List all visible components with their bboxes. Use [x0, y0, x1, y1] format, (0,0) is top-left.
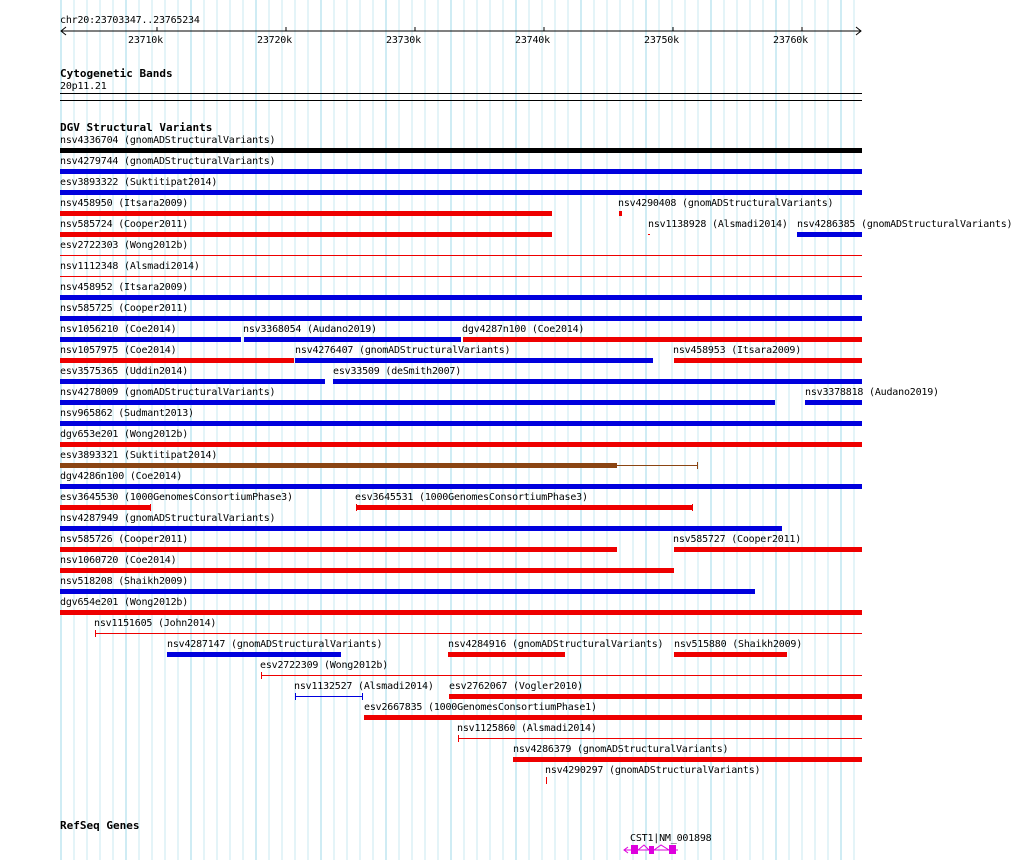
- feature-label[interactable]: nsv1151605 (John2014): [94, 618, 217, 629]
- feature-bar[interactable]: [167, 652, 341, 657]
- feature-bar[interactable]: [356, 504, 693, 511]
- feature-label[interactable]: nsv3368054 (Audano2019): [243, 324, 377, 335]
- ruler-tick-label: 23760k: [773, 35, 808, 46]
- feature-bar[interactable]: [60, 316, 862, 321]
- feature-bar[interactable]: [60, 232, 552, 237]
- feature-label[interactable]: esv33509 (deSmith2007): [333, 366, 462, 377]
- feature-bar[interactable]: [60, 169, 862, 174]
- feature-bar[interactable]: [805, 400, 862, 405]
- gene-exon: [631, 845, 638, 854]
- dgv-track-title: DGV Structural Variants: [60, 121, 213, 134]
- feature-bar[interactable]: [60, 484, 862, 489]
- feature-bar[interactable]: [60, 463, 617, 468]
- feature-bar[interactable]: [60, 547, 617, 552]
- feature-label[interactable]: nsv515880 (Shaikh2009): [674, 639, 803, 650]
- feature-bar[interactable]: [60, 421, 862, 426]
- feature-bar-extension[interactable]: [617, 462, 698, 469]
- feature-label[interactable]: dgv653e201 (Wong2012b): [60, 429, 189, 440]
- gene-intron-hat: [638, 845, 649, 850]
- feature-thin-segment: [356, 507, 362, 508]
- feature-bar[interactable]: [295, 693, 363, 700]
- cytoband-label: 20p11.21: [60, 81, 107, 92]
- feature-label[interactable]: nsv4279744 (gnomADStructuralVariants): [60, 156, 276, 167]
- feature-bar[interactable]: [458, 735, 862, 742]
- feature-bar[interactable]: [60, 211, 552, 216]
- cytoband-track-title: Cytogenetic Bands: [60, 67, 173, 80]
- feature-bar[interactable]: [60, 589, 755, 594]
- feature-label[interactable]: nsv4284916 (gnomADStructuralVariants): [448, 639, 664, 650]
- ruler-tick-label: 23710k: [128, 35, 163, 46]
- feature-label[interactable]: dgv4287n100 (Coe2014): [462, 324, 585, 335]
- ruler-tick-label: 23750k: [644, 35, 679, 46]
- feature-bar[interactable]: [674, 358, 862, 363]
- feature-label[interactable]: nsv585727 (Cooper2011): [673, 534, 802, 545]
- gene-exon: [669, 845, 676, 854]
- feature-label[interactable]: nsv4287949 (gnomADStructuralVariants): [60, 513, 276, 524]
- feature-label[interactable]: nsv1056210 (Coe2014): [60, 324, 177, 335]
- feature-label[interactable]: nsv518208 (Shaikh2009): [60, 576, 189, 587]
- feature-bar[interactable]: [60, 255, 862, 256]
- feature-label[interactable]: dgv654e201 (Wong2012b): [60, 597, 189, 608]
- feature-thin-segment: [686, 507, 692, 508]
- feature-label[interactable]: nsv4290297 (gnomADStructuralVariants): [545, 765, 761, 776]
- feature-bar[interactable]: [60, 400, 775, 405]
- feature-bar[interactable]: [95, 630, 862, 637]
- feature-label[interactable]: nsv1057975 (Coe2014): [60, 345, 177, 356]
- feature-label[interactable]: nsv4336704 (gnomADStructuralVariants): [60, 135, 276, 146]
- feature-bar[interactable]: [261, 672, 862, 679]
- feature-label[interactable]: nsv458952 (Itsara2009): [60, 282, 189, 293]
- feature-bar[interactable]: [619, 211, 622, 216]
- feature-label[interactable]: esv3645531 (1000GenomesConsortiumPhase3): [355, 492, 588, 503]
- feature-label[interactable]: esv3893321 (Suktitipat2014): [60, 450, 218, 461]
- feature-thin-segment: [146, 507, 150, 508]
- ruler-tick-label: 23730k: [386, 35, 421, 46]
- feature-label[interactable]: nsv4278009 (gnomADStructuralVariants): [60, 387, 276, 398]
- feature-bar[interactable]: [513, 757, 862, 762]
- feature-label[interactable]: nsv965862 (Sudmant2013): [60, 408, 194, 419]
- feature-bar[interactable]: [60, 379, 325, 384]
- feature-bar[interactable]: [60, 148, 862, 153]
- feature-label[interactable]: nsv4290408 (gnomADStructuralVariants): [618, 198, 834, 209]
- feature-label[interactable]: nsv585726 (Cooper2011): [60, 534, 189, 545]
- feature-bar[interactable]: [60, 337, 241, 342]
- feature-bar[interactable]: [295, 358, 653, 363]
- feature-label[interactable]: nsv1060720 (Coe2014): [60, 555, 177, 566]
- feature-bar[interactable]: [244, 337, 461, 342]
- feature-label[interactable]: dgv4286n100 (Coe2014): [60, 471, 183, 482]
- feature-bar[interactable]: [60, 610, 862, 615]
- feature-label[interactable]: nsv4276407 (gnomADStructuralVariants): [295, 345, 511, 356]
- feature-label[interactable]: nsv3378818 (Audano2019): [805, 387, 939, 398]
- feature-label[interactable]: esv2722309 (Wong2012b): [260, 660, 389, 671]
- feature-label[interactable]: nsv458950 (Itsara2009): [60, 198, 189, 209]
- feature-bar[interactable]: [60, 358, 294, 363]
- feature-label[interactable]: esv2667835 (1000GenomesConsortiumPhase1): [364, 702, 597, 713]
- feature-bar[interactable]: [448, 652, 565, 657]
- feature-bar[interactable]: [60, 276, 862, 277]
- feature-bar[interactable]: [674, 547, 862, 552]
- location-label: chr20:23703347..23765234: [60, 15, 200, 26]
- feature-bar[interactable]: [463, 337, 862, 342]
- feature-label[interactable]: nsv458953 (Itsara2009): [673, 345, 802, 356]
- feature-label[interactable]: nsv1112348 (Alsmadi2014): [60, 261, 200, 272]
- feature-label[interactable]: nsv4286385 (gnomADStructuralVariants): [797, 219, 1012, 230]
- feature-bar[interactable]: [546, 777, 547, 784]
- feature-label[interactable]: esv3575365 (Uddin2014): [60, 366, 189, 377]
- feature-bar[interactable]: [648, 234, 650, 235]
- ruler-tick-label: 23740k: [515, 35, 550, 46]
- ruler-tick-label: 23720k: [257, 35, 292, 46]
- feature-bar[interactable]: [364, 715, 862, 720]
- feature-label[interactable]: esv3645530 (1000GenomesConsortiumPhase3): [60, 492, 293, 503]
- refseq-track-title: RefSeq Genes: [60, 819, 140, 832]
- feature-label[interactable]: nsv1125860 (Alsmadi2014): [457, 723, 597, 734]
- feature-label[interactable]: esv3893322 (Suktitipat2014): [60, 177, 218, 188]
- feature-bar[interactable]: [60, 568, 674, 573]
- gene-glyph[interactable]: [620, 840, 690, 860]
- feature-label[interactable]: nsv1132527 (Alsmadi2014): [294, 681, 434, 692]
- feature-label[interactable]: nsv4286379 (gnomADStructuralVariants): [513, 744, 729, 755]
- feature-bar[interactable]: [333, 379, 862, 384]
- feature-bar[interactable]: [797, 232, 862, 237]
- feature-bar[interactable]: [449, 694, 862, 699]
- feature-bar[interactable]: [674, 652, 787, 657]
- feature-bar[interactable]: [60, 526, 782, 531]
- feature-label[interactable]: esv2762067 (Vogler2010): [449, 681, 583, 692]
- gene-exon: [649, 846, 654, 854]
- feature-bar[interactable]: [60, 295, 862, 300]
- feature-label[interactable]: nsv4287147 (gnomADStructuralVariants): [167, 639, 383, 650]
- feature-label[interactable]: nsv585724 (Cooper2011): [60, 219, 189, 230]
- feature-label[interactable]: nsv585725 (Cooper2011): [60, 303, 189, 314]
- feature-bar[interactable]: [60, 442, 862, 447]
- gene-label[interactable]: CST1|NM_001898: [630, 833, 712, 844]
- gene-intron-hat: [654, 845, 669, 850]
- feature-label[interactable]: nsv1138928 (Alsmadi2014): [648, 219, 788, 230]
- feature-bar[interactable]: [60, 190, 862, 195]
- feature-bar[interactable]: [60, 504, 151, 511]
- feature-label[interactable]: esv2722303 (Wong2012b): [60, 240, 189, 251]
